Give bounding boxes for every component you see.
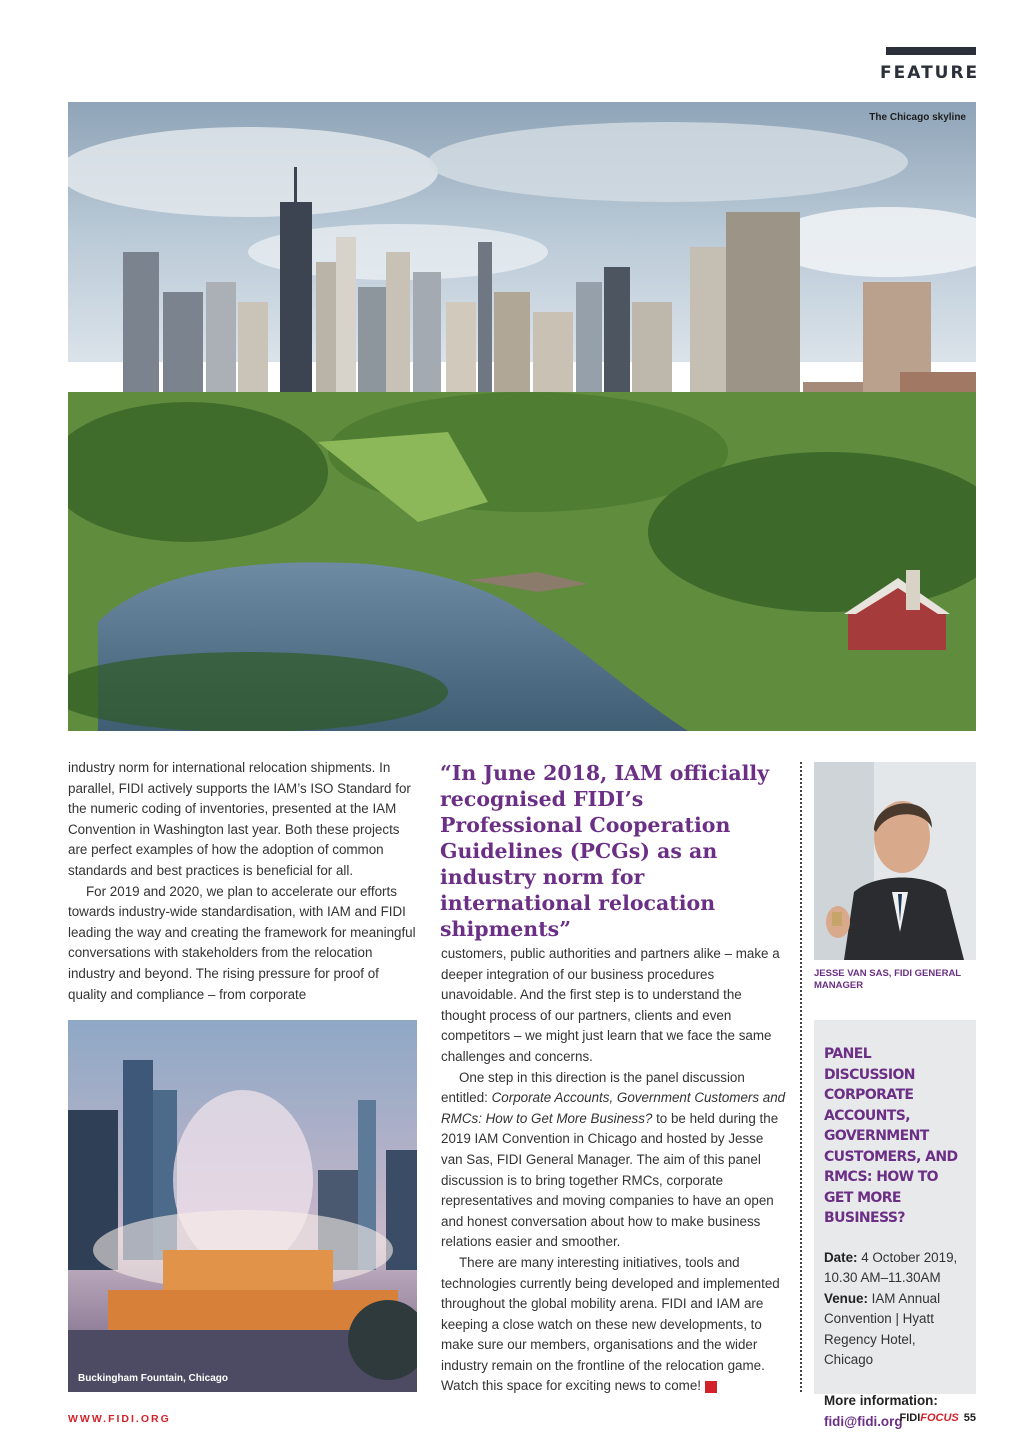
section-label: FEATURE — [880, 63, 980, 83]
paragraph — [441, 1068, 786, 1253]
footer-brand — [860, 1412, 976, 1424]
hero-caption: The Chicago skyline — [869, 112, 966, 123]
article-column-2 — [441, 944, 786, 1397]
portrait-caption: JESSE VAN SAS, FIDI GENERAL MANAGER — [814, 968, 961, 991]
paragraph: For 2019 and 2020, we plan to accelerate our efforts towards industry-wide standardisation, with IAM and FIDI leading the way and creating the framework for meaningful conversations with stakeholders from the relocation industry and beyond. The rising pressure for proof of quality and compliance – from corporate — [68, 883, 416, 1002]
end-mark-icon: FF — [705, 1381, 717, 1393]
date-line — [824, 1248, 966, 1289]
paragraph — [441, 1253, 786, 1397]
text-run: to be held during the 2019 IAM Convention in Chicago and hosted by Jesse van Sas, FIDI General Manager. The aim of this panel discussion is to bring together RMCs, corporate representatives and moving companies to have an open and honest conversation about how to make business relations easier and smoother. — [441, 1110, 779, 1250]
infobox-title: PANEL DISCUSSION CORPORATE ACCOUNTS, GOVERNMENT CUSTOMERS, AND RMCS: HOW TO GET MORE BUSINESS? — [824, 1046, 958, 1226]
article-column-1 — [68, 758, 420, 1005]
paragraph: customers, public authorities and partners alike – make a deeper integration of our business procedures unavoidable. And the first step is to understand the thought process of our partners, clients and even competitors – we might just learn that we face the same challenges and concerns. — [441, 946, 780, 1064]
hero-image-chicago-skyline — [68, 102, 976, 731]
date-value: 4 October 2019, 10.30 AM–11.30AM — [824, 1249, 958, 1286]
venue-line — [824, 1289, 966, 1371]
dotted-divider — [800, 762, 802, 1392]
infobox-details — [824, 1248, 966, 1372]
brand-focus: FOCUS — [920, 1412, 959, 1424]
email-link[interactable]: fidi@fidi.org — [824, 1413, 903, 1429]
paragraph: industry norm for international relocation shipments. In parallel, FIDI actively supports the IAM’s ISO Standard for the numeric coding of inventories, presented at the IAM Convention in Washington last year. Both these projects are perfect examples of how the adoption of common standards and best practices is beneficial for all. — [68, 760, 411, 878]
panel-title-italic: Corporate Accounts, Government Customers and RMCs: How to Get More Business? — [441, 1090, 786, 1126]
text-run: One step in this direction is the panel discussion entitled: — [441, 1069, 745, 1106]
brand-fidi: FIDI — [899, 1412, 921, 1424]
venue-label: Venue: — [824, 1290, 868, 1306]
fountain-caption: Buckingham Fountain, Chicago — [78, 1373, 229, 1384]
pull-quote: “In June 2018, IAM officially recognised FIDI’s Professional Cooperation Guidelines (PCGs) as an industry norm for international relocation shipments” — [440, 761, 770, 941]
more-info-label: More information: — [824, 1393, 938, 1409]
fountain-image — [68, 1020, 417, 1392]
venue-value: IAM Annual Convention | Hyatt Regency Hotel, Chicago — [824, 1290, 941, 1368]
portrait-photo — [814, 762, 976, 960]
footer-website-link[interactable]: WWW.FIDI.ORG — [68, 1413, 171, 1425]
text-run: There are many interesting initiatives, tools and technologies currently being developed and implemented throughout the global mobility arena. FIDI and IAM are keeping a close watch on these new developments, to make sure our members, organisations and the wider industry remain on the frontline of the relocation game. Watch this space for exciting news to come! — [441, 1254, 780, 1394]
header-bar — [886, 47, 976, 55]
page-number: 55 — [963, 1412, 976, 1424]
date-label: Date: — [824, 1249, 858, 1265]
